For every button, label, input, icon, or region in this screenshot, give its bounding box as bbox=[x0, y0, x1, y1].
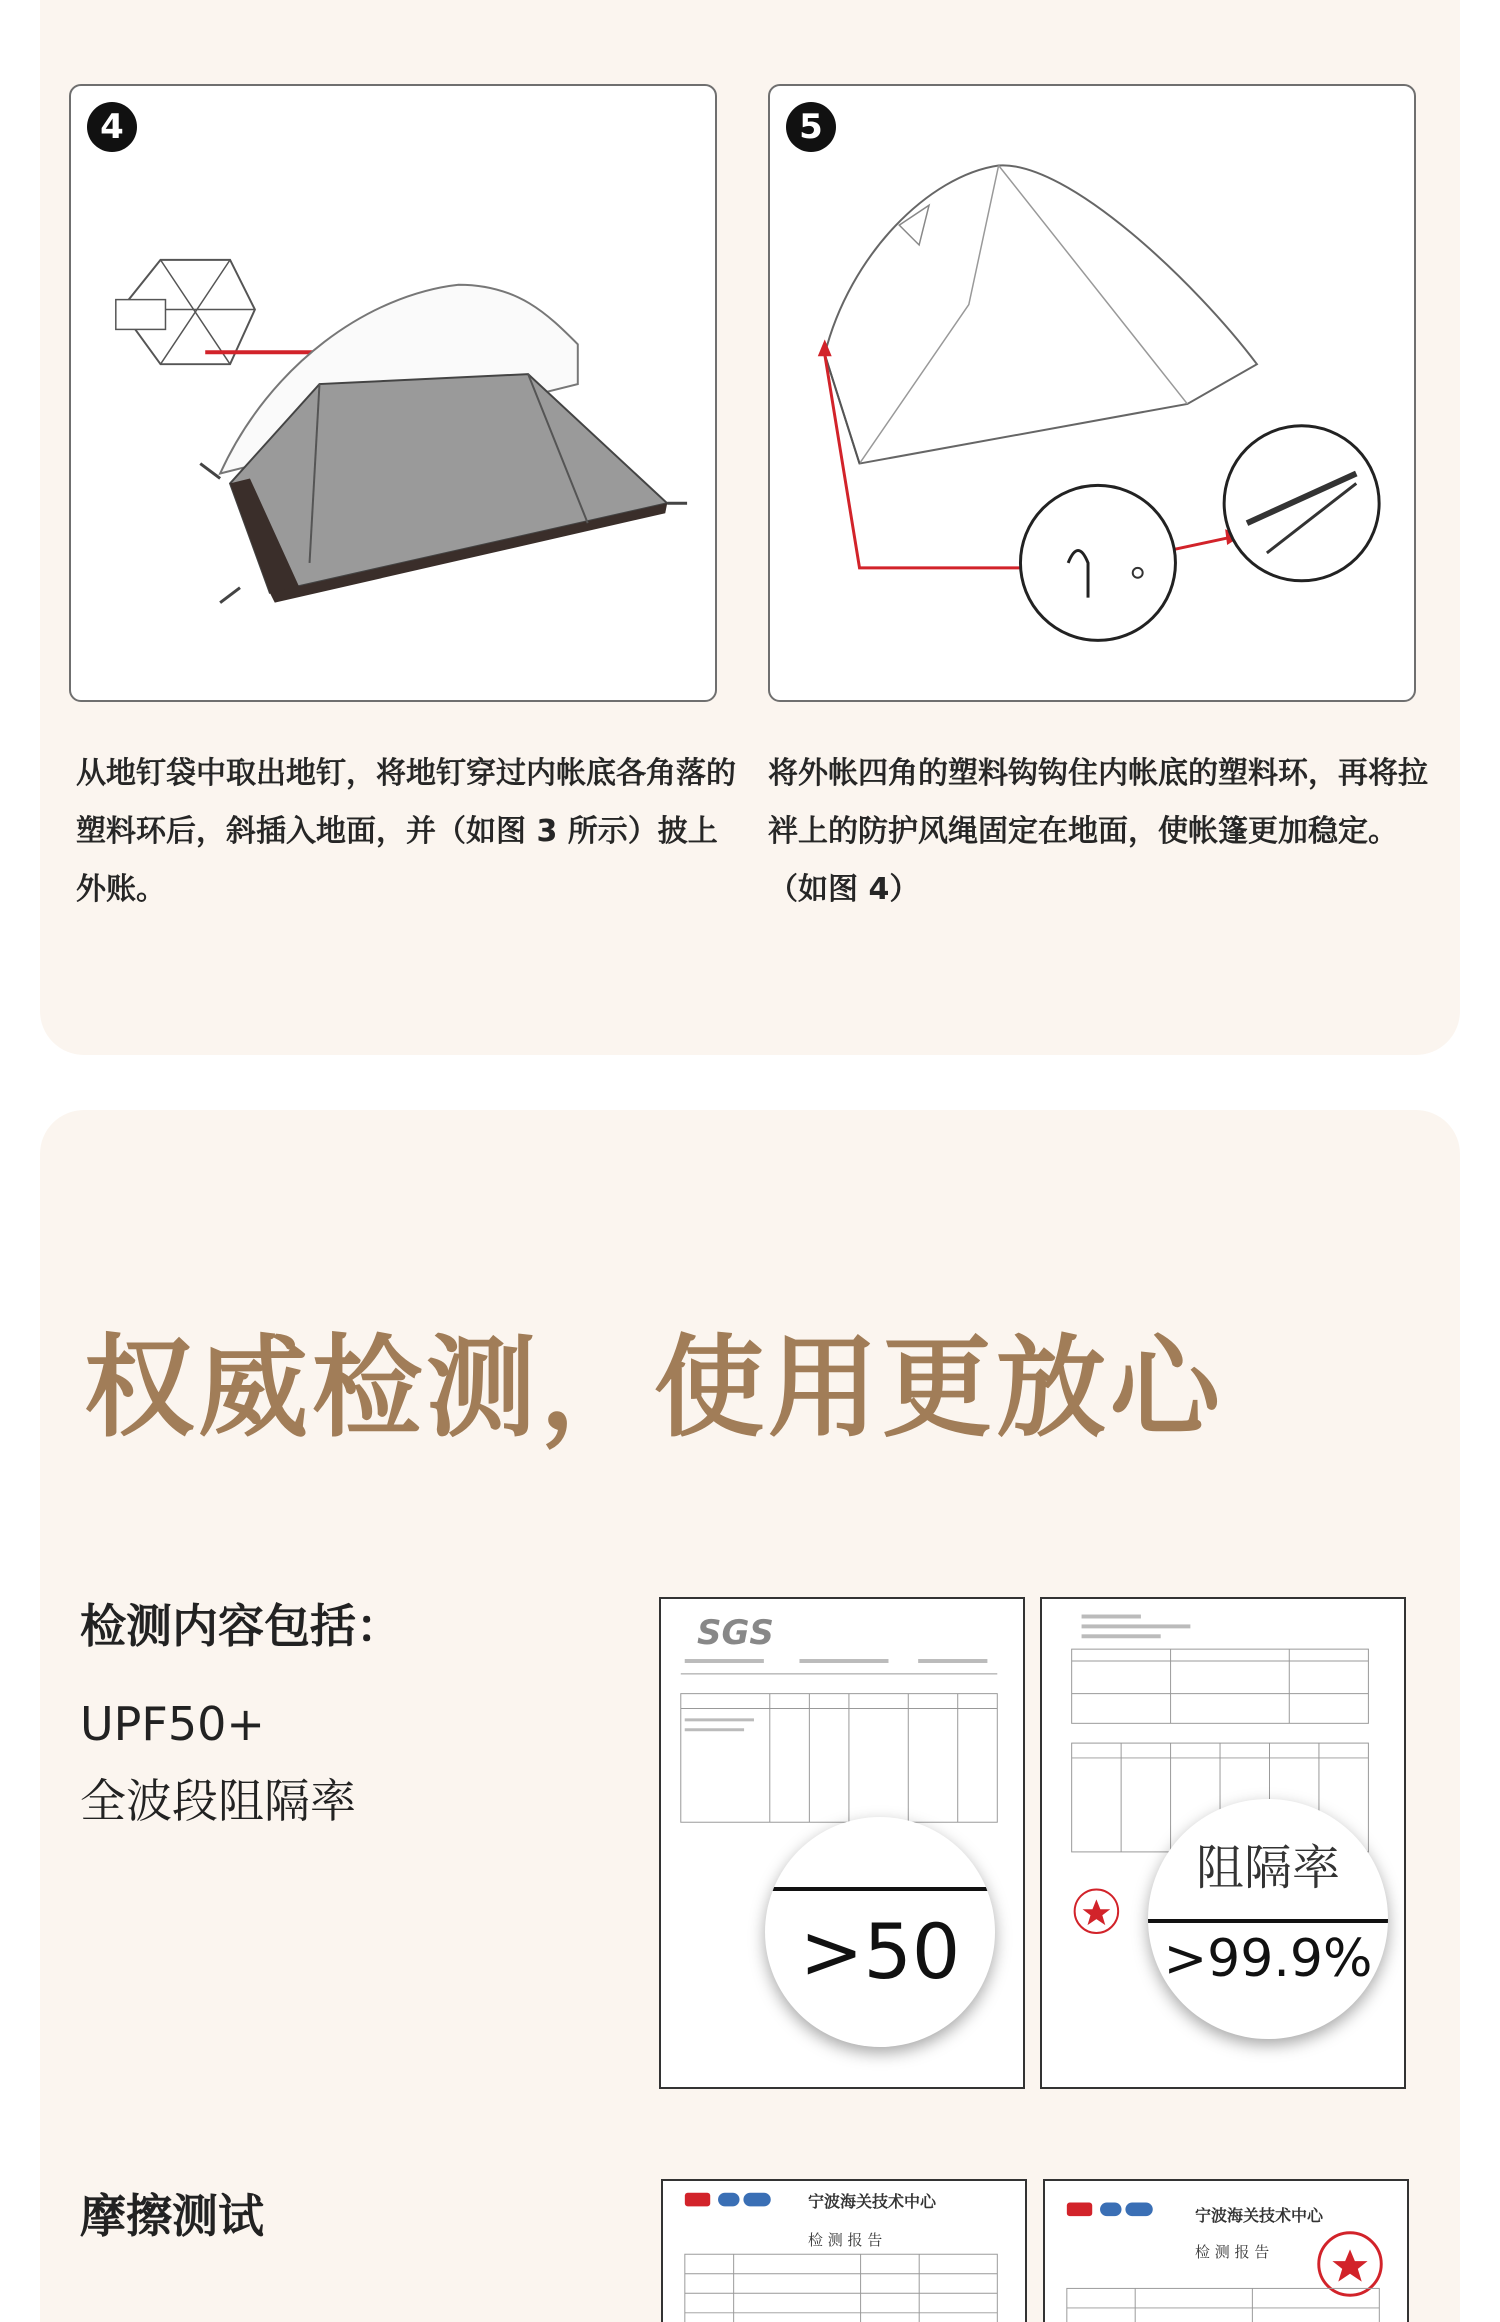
blocking-rate-magnifier bbox=[1148, 1799, 1388, 2039]
sgs-magnifier bbox=[765, 1817, 995, 2047]
blocking-rate-magnified-value: >99.9% bbox=[1163, 1929, 1373, 1989]
sgs-logo: SGS bbox=[697, 1613, 774, 1653]
step-5-badge: 5 bbox=[786, 102, 836, 152]
abrasion-test-label: 摩擦测试 bbox=[80, 2189, 264, 2243]
customs-report-1-heading: 宁波海关技术中心 bbox=[808, 2192, 937, 2211]
tent-fly-hook-drawing bbox=[770, 86, 1414, 700]
step-4-badge: 4 bbox=[87, 102, 137, 152]
blocking-rate-magnifier-line bbox=[1148, 1919, 1388, 1923]
step-5-illustration bbox=[768, 84, 1416, 702]
customs-report-image-1 bbox=[661, 2179, 1027, 2322]
testing-item-upf: UPF50+ bbox=[80, 1697, 265, 1751]
testing-section-title: 权威检测，使用更放心 bbox=[84, 1324, 1224, 1452]
blocking-rate-magnified-heading: 阻隔率 bbox=[1195, 1840, 1340, 1896]
sgs-report-image bbox=[659, 1597, 1025, 2089]
step-4-description: 从地钉袋中取出地钉，将地钉穿过内帐底各角落的塑料环后，斜插入地面，并（如图 3 所示）披上外账。 bbox=[76, 756, 736, 907]
testing-intro-label: 检测内容包括： bbox=[80, 1599, 402, 1653]
step-4-illustration bbox=[69, 84, 717, 702]
blocking-rate-report-image bbox=[1040, 1597, 1406, 2089]
customs-report-2-doc-title: 检 测 报 告 bbox=[1195, 2243, 1270, 2261]
customs-report-image-2 bbox=[1043, 2179, 1409, 2322]
sgs-magnifier-line bbox=[765, 1887, 995, 1891]
tent-inner-staking-drawing bbox=[71, 86, 715, 700]
step-5-description: 将外帐四角的塑料钩钩住内帐底的塑料环，再将拉袢上的防护风绳固定在地面，使帐篷更加稳定。（如图 4） bbox=[768, 756, 1428, 907]
customs-report-1-doc-title: 检 测 报 告 bbox=[808, 2231, 883, 2249]
sgs-magnified-value: >50 bbox=[799, 1907, 961, 1996]
testing-item-blocking-rate: 全波段阻隔率 bbox=[80, 1774, 356, 1828]
customs-report-2-heading: 宁波海关技术中心 bbox=[1195, 2206, 1324, 2225]
